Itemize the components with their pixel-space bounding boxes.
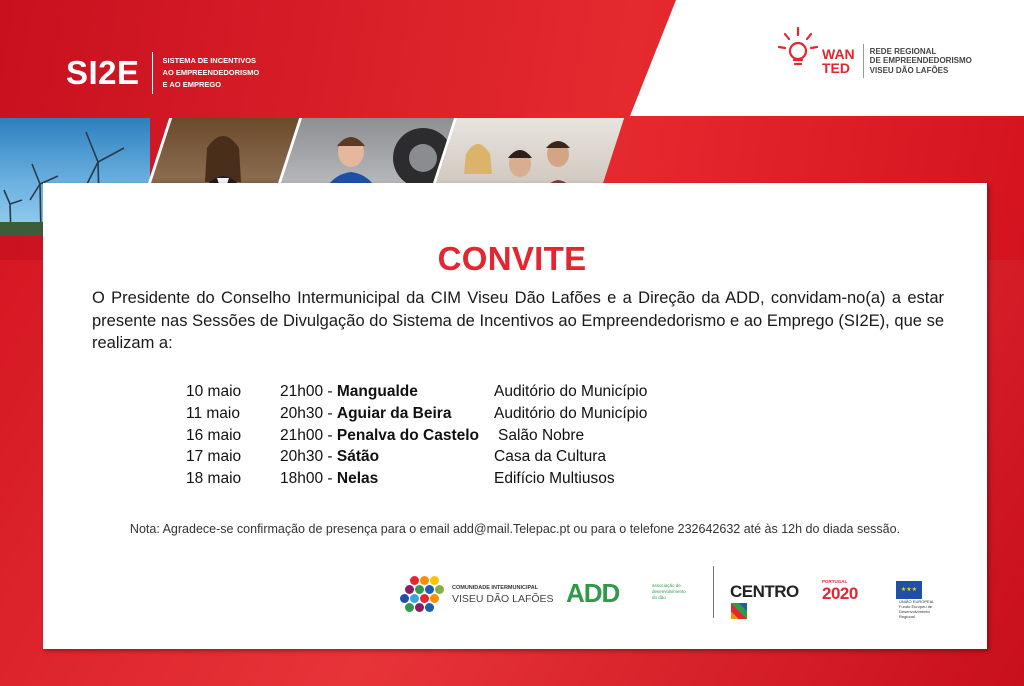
si2e-line-2: AO EMPREENDEDORISMO [162,68,260,77]
eu-flag-icon: ★★★ [896,581,922,599]
session-time: 20h30 - [280,448,337,466]
intro-paragraph: O Presidente do Conselho Intermunicipal da CIM Viseu Dão Lafões e a Direção da ADD, convidam-no(a) a estar presente nas Sessões de Divulgação do Sistema de Incentivos ao Empreendedorismo e ao Emprego (SI2E), que se realizam a: [92,289,944,352]
wanted-line-2: TED [822,60,850,76]
session-venue: Salão Nobre [498,426,585,444]
session-date: 18 maio [186,470,242,488]
pt2020-small-text: PORTUGAL [822,579,848,584]
session-date: 17 maio [186,448,242,466]
session-date: 16 maio [186,426,242,444]
cim-logo-small-text: COMUNIDADE INTERMUNICIPAL [452,585,539,591]
wanted-line-1: WAN [822,46,855,62]
wanted-text-line-2: DE EMPREENDEDORISMO [869,56,972,66]
session-venue: Auditório do Município [494,383,648,400]
si2e-logo-text [163,55,260,91]
session-town: Nelas [336,470,379,488]
portugal2020-logo [822,579,858,604]
si2e-line-1: SISTEMA DE INCENTIVOS [162,56,257,65]
cim-viseu-logo [400,574,555,614]
session-time: 21h00 - [280,383,337,400]
session-row [186,405,706,427]
wanted-text-line-3: VISEU DÃO LAFÕES [869,65,949,75]
session-row [186,448,706,470]
session-date: 11 maio [186,404,240,422]
session-venue: Auditório do Município [494,404,648,422]
si2e-logo [66,52,259,94]
session-venue: Casa da Cultura [494,448,607,466]
session-venue: Edifício Multiusos [494,470,615,488]
si2e-line-3: E AO EMPREGO [162,80,222,89]
session-date: 10 maio [186,383,242,400]
session-town: Aguiar da Beira [336,404,452,422]
session-time-place [280,470,378,488]
session-time: 20h30 - [280,404,337,422]
wanted-text [870,47,972,76]
session-town: Mangualde [336,383,418,400]
pt2020-word: 2020 [822,584,858,603]
session-row [186,427,706,449]
session-time-place [280,405,451,423]
wanted-divider [863,44,864,78]
session-town: Sátão [336,448,380,466]
logo-divider [713,566,714,618]
session-row [186,470,706,492]
session-time-place [280,448,379,466]
wanted-wordmark [822,47,855,75]
si2e-logo-divider [152,52,153,94]
centro2020-icon [731,603,747,619]
session-row [186,383,706,405]
page-title: CONVITE [437,240,587,277]
footnote: Nota: Agradece-se confirmação de presença para o email add@mail.Telepac.pt ou para o telefone 232642632 até às 12h do diada sessão. [129,522,901,536]
add-logo-word: ADD [566,578,620,608]
wanted-text-line-1: REDE REGIONAL [869,46,937,56]
session-time-place [280,427,479,445]
add-logo-small-text: associação de desenvolvimento do dão [652,583,686,600]
session-time: 21h00 - [280,426,337,444]
cim-logo-name: VISEU DÃO LAFÕES [452,593,554,605]
session-time: 18h00 - [280,470,337,488]
lightbulb-icon [776,24,820,84]
centro2020-logo [730,582,799,622]
eu-logo-text: UNIÃO EUROPEIA Fundo Europeu de Desenvolvimento Regional [899,599,934,620]
si2e-logo-mark: SI2E [66,54,140,91]
centro-logo-word: CENTRO [730,582,799,601]
eu-logo [896,581,937,619]
add-logo [566,578,696,612]
sessions-list [186,383,706,492]
session-town: Penalva do Castelo [336,426,480,444]
wanted-logo [776,22,972,86]
session-time-place [280,383,418,401]
